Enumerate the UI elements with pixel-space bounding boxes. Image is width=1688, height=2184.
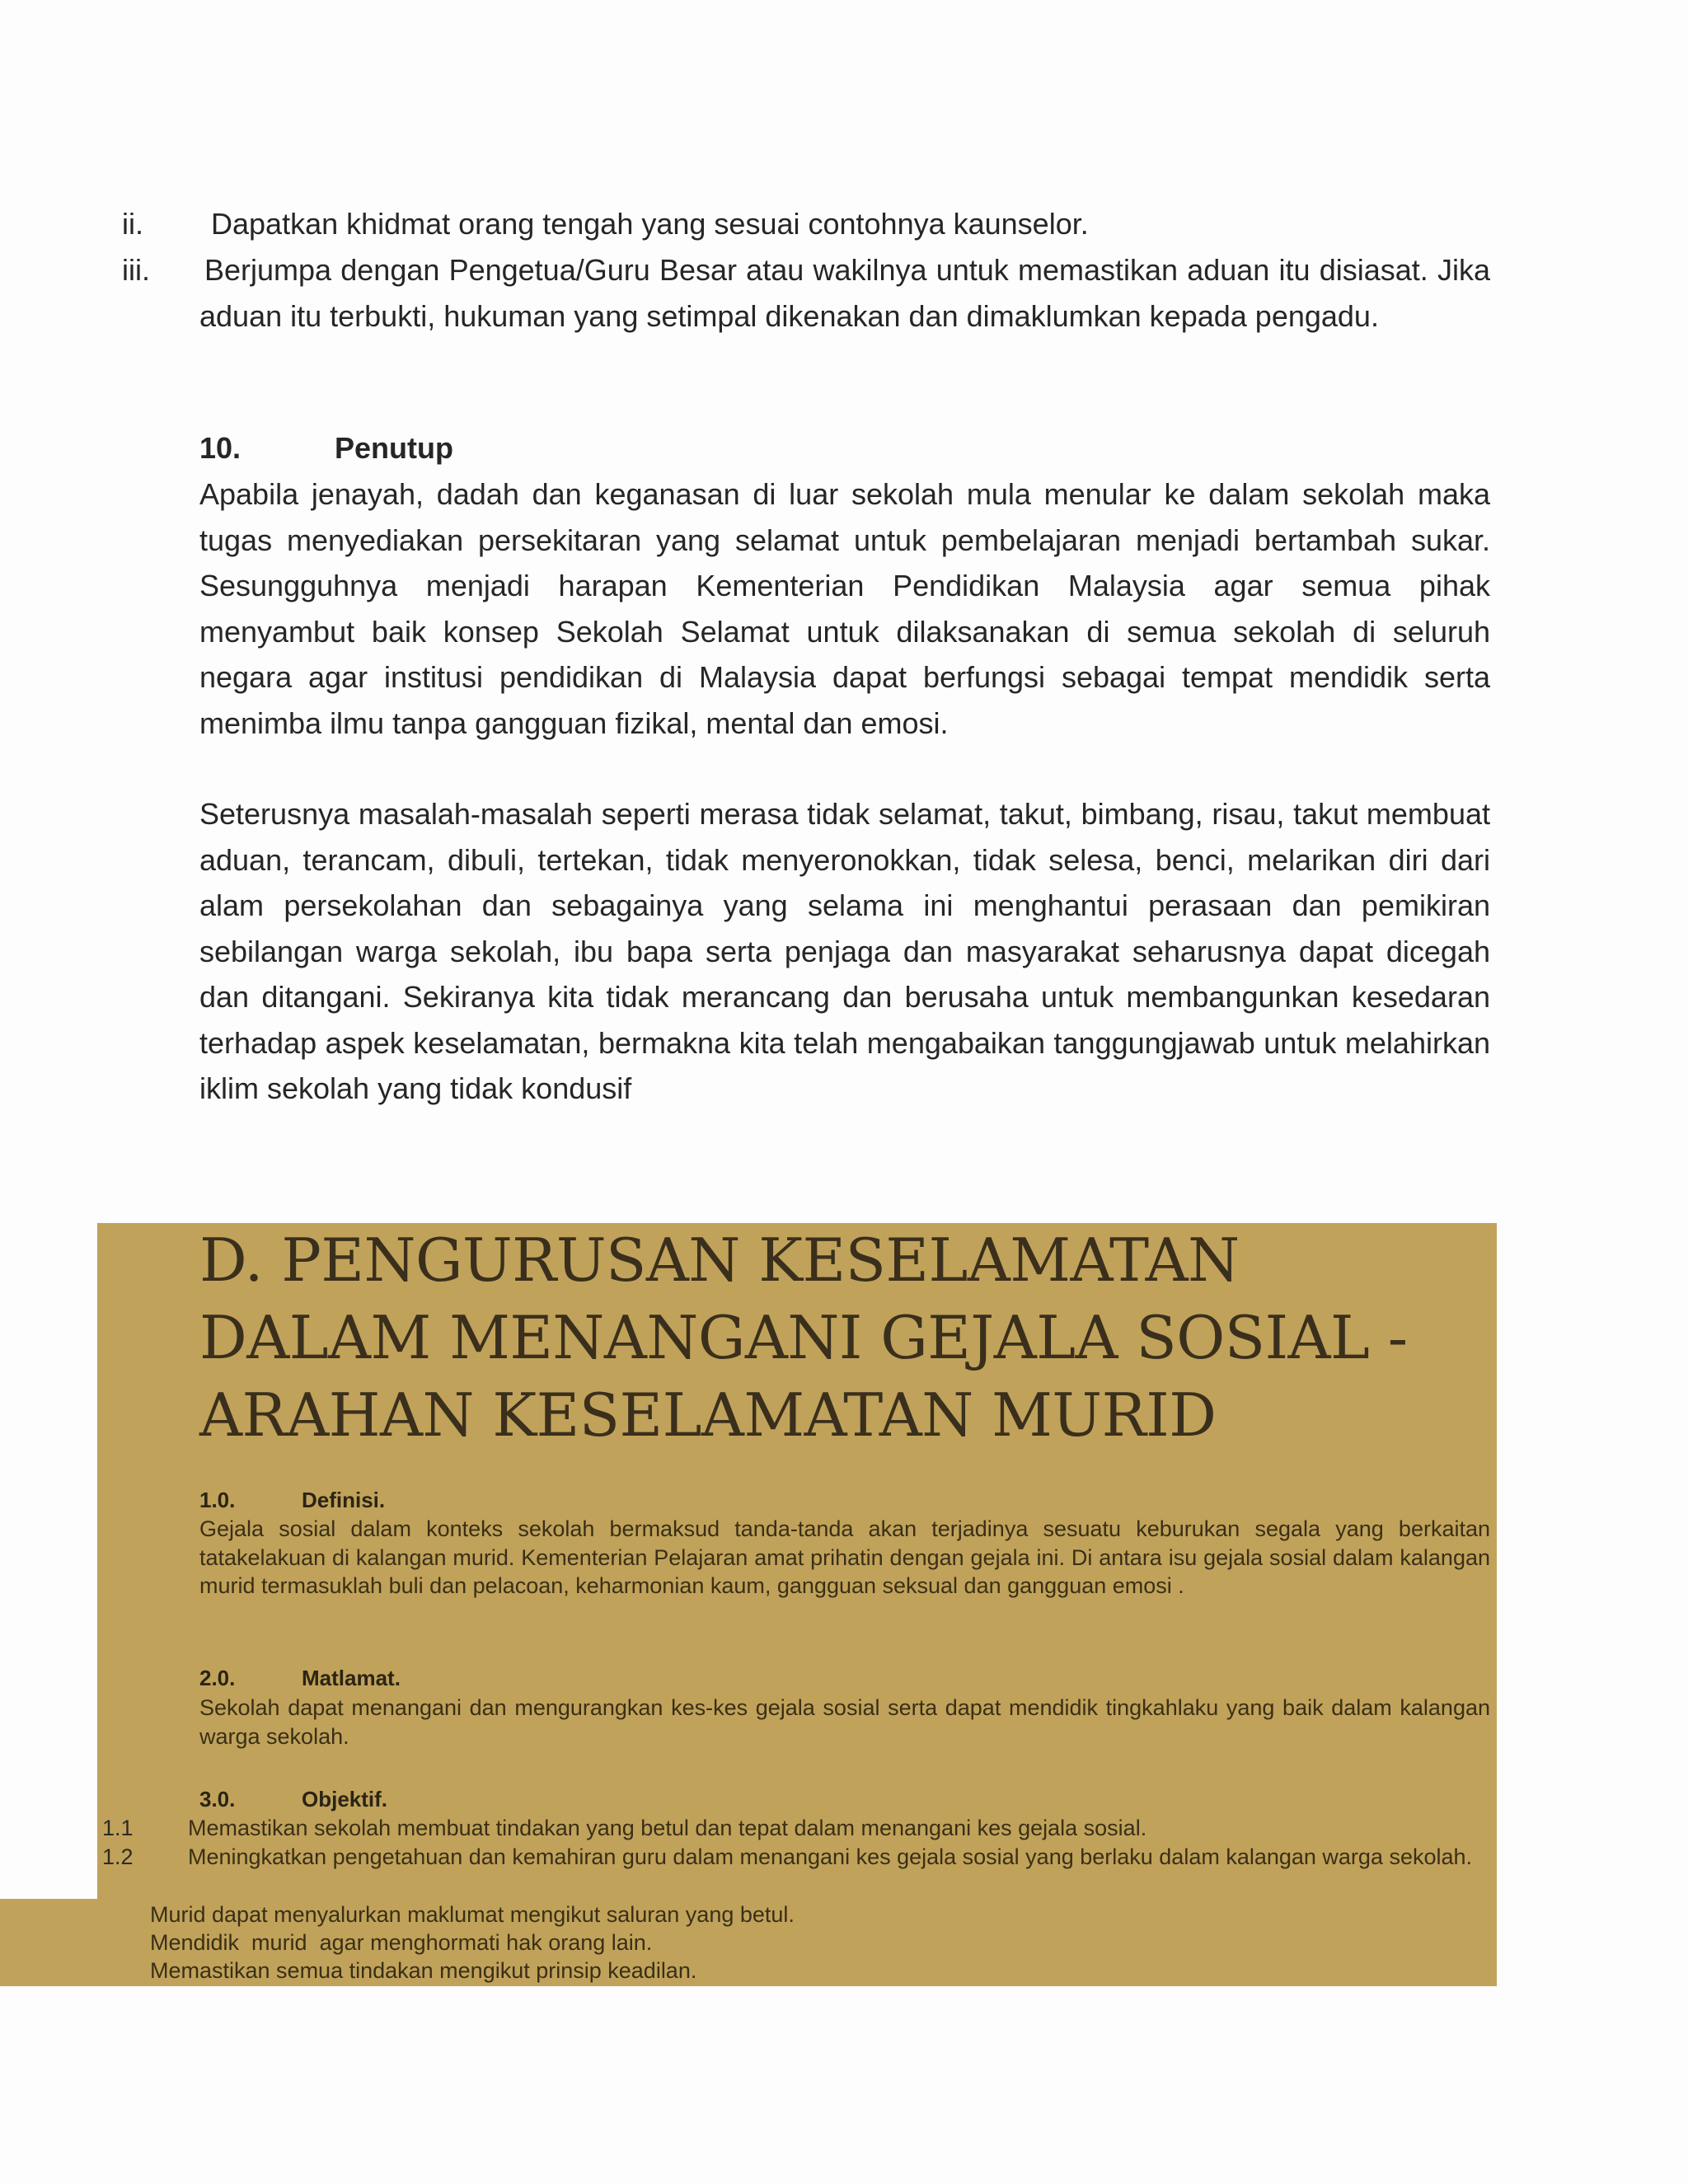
penutup-paragraph-1: Apabila jenayah, dadah dan keganasan di luar sekolah mula menular ke dalam sekolah maka tugas menyediakan persekitaran yang selamat untuk pembelajaran menjadi bertambah sukar. Sesungguhnya menjadi harapan Kementerian Pendidikan Malaysia agar semua pihak menyambut baik konsep Sekolah Selamat untuk dilaksanakan di semua sekolah di seluruh negara agar institusi pendidikan di Malaysia dapat berfungsi sebagai tempat mendidik serta menimba ilmu tanpa gangguan fizikal, mental dan emosi. <box>199 477 1490 740</box>
section-number-penutup: 10. <box>199 431 241 465</box>
objektif-label: Objektif. <box>302 1787 388 1811</box>
section-d-title-line-1: D. PENGURUSAN KESELAMATAN <box>199 1226 1240 1295</box>
definisi-text: Gejala sosial dalam konteks sekolah bermaksud tanda-tanda akan terjadinya sesuatu keburukan segala yang berkaitan tatakelakuan di kalangan murid. Kementerian Pelajaran amat prihatin dengan gejala ini. Di antara isu gejala sosial dalam kalangan murid termasuklah buli dan pelacoan, keharmonian kaum, gangguan seksual dan gangguan emosi . <box>199 1516 1490 1598</box>
matlamat-number: 2.0. <box>199 1666 236 1690</box>
objektif-extra-2: Mendidik murid agar menghormati hak orang lain. <box>150 1930 653 1955</box>
section-d-title-line-2: DALAM MENANGANI GEJALA SOSIAL - <box>199 1303 1408 1372</box>
definisi-label: Definisi. <box>302 1488 386 1512</box>
matlamat-label: Matlamat. <box>302 1666 401 1690</box>
section-d-title-line-3: ARAHAN KESELAMATAN MURID <box>199 1380 1217 1450</box>
matlamat-text: Sekolah dapat menangani dan mengurangkan kes-kes gejala sosial serta dapat mendidik tingkahlaku yang baik dalam kalangan warga sekolah. <box>199 1695 1490 1749</box>
objektif-number: 3.0. <box>199 1787 236 1811</box>
section-title-penutup: Penutup <box>335 431 453 465</box>
objektif-extra-3: Memastikan semua tindakan mengikut prinsip keadilan. <box>150 1958 697 1983</box>
penutup-paragraph-2: Seterusnya masalah-masalah seperti merasa tidak selamat, takut, bimbang, risau, takut membuat aduan, terancam, dibuli, tertekan, tidak menyeronokkan, tidak selesa, benci, melarikan diri dari alam persekolahan dan sebagainya yang selama ini menghantui perasaan dan pemikiran sebilangan warga sekolah, ibu bapa serta penjaga dan masyarakat seharusnya dapat dicegah dan ditangani. Sekiranya kita tidak merancang dan berusaha untuk membangunkan kesedaran terhadap aspek keselamatan, bermakna kita telah mengabaikan tanggungjawab untuk melahirkan iklim sekolah yang tidak kondusif <box>199 797 1490 1105</box>
list-item-ii-text: Dapatkan khidmat orang tengah yang sesuai contohnya kaunselor. <box>211 207 1089 241</box>
objektif-item-number-1-2: 1.2 <box>102 1844 134 1869</box>
objektif-item-text-1-1: Memastikan sekolah membuat tindakan yang betul dan tepat dalam menangani kes gejala sosial. <box>188 1816 1147 1840</box>
list-number-ii: ii. <box>122 207 143 241</box>
list-item-iii-text: Berjumpa dengan Pengetua/Guru Besar atau wakilnya untuk memastikan aduan itu disiasat. Jika aduan itu terbukti, hukuman yang setimpal dikenakan dan dimaklumkan kepada pengadu. <box>199 253 1490 333</box>
objektif-extra-1: Murid dapat menyalurkan maklumat mengikut saluran yang betul. <box>150 1902 795 1927</box>
objektif-item-text-1-2: Meningkatkan pengetahuan dan kemahiran guru dalam menangani kes gejala sosial yang berlaku dalam kalangan warga sekolah. <box>188 1844 1473 1869</box>
list-number-iii: iii. <box>122 253 150 287</box>
definisi-number: 1.0. <box>199 1488 236 1512</box>
objektif-item-number-1-1: 1.1 <box>102 1816 134 1840</box>
